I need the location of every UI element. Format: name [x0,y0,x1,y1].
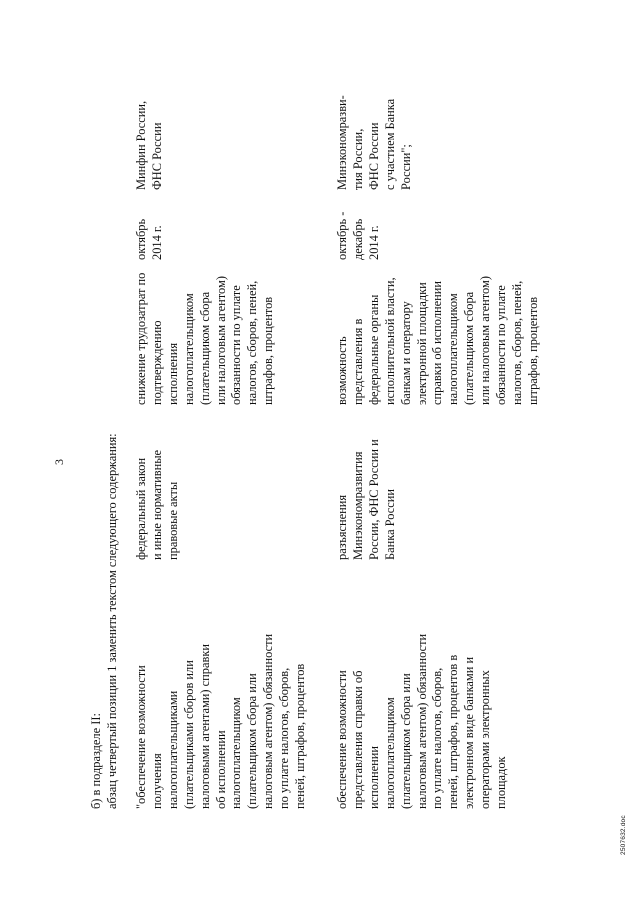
row1-deadline: октябрь 2014 г. [134,218,164,260]
row1-result: снижение трудозатрат по подтверждению исполнения налогоплательщиком (плательщиком сбора или налоговым агентом) обязанности по уплате налогов, сборов, пеней, штрафов, процентов [134,272,276,405]
row1-measure: "обеспечение возможности получения налогоплательщиками (плательщиками сборов или налоговыми агентами) справки об исполнении налогоплательщиком (плательщиком сбора или налоговым агентом) обязанности по уплате налогов, сборов, пеней, штрафов, процентов [134,633,308,809]
footer-filename: 2507632.doc [620,815,627,855]
row2-deadline: октябрь - декабрь 2014 г. [335,211,381,260]
row2-measure: обеспечение возможности представления справки об исполнении налогоплательщиком (плательщиком сбора или налоговым агентом) обязанности по уплате налогов, сборов, пеней, штрафов, процентов в электронном виде банками и операторами электронных площадок [335,633,509,809]
row2-responsible: Минэкономразви- тия России, ФНС России с участием Банка России"; [335,95,413,190]
row1-document-type: федеральный закон и иные нормативные правовые акты [134,449,180,560]
intro-line-1: б) в подразделе II: [89,713,103,809]
row2-result: возможность представления в федеральные органы исполнительной власти, банкам и оператору электронной площадки справки об исполнении налогоплательщиком (плательщиком сбора или налоговым агентом) обязанности по уплате налогов, сборов, пеней, штрафов, процентов [335,276,540,405]
row1-responsible: Минфин России, ФНС России [134,100,164,190]
row2-document-type: разъяснения Минэкономразвития России, ФНС России и Банка России [335,439,397,560]
page-number: 3 [52,459,66,465]
intro-line-2: абзац четвертый позиции 1 заменить текстом следующего содержания: [105,433,119,809]
